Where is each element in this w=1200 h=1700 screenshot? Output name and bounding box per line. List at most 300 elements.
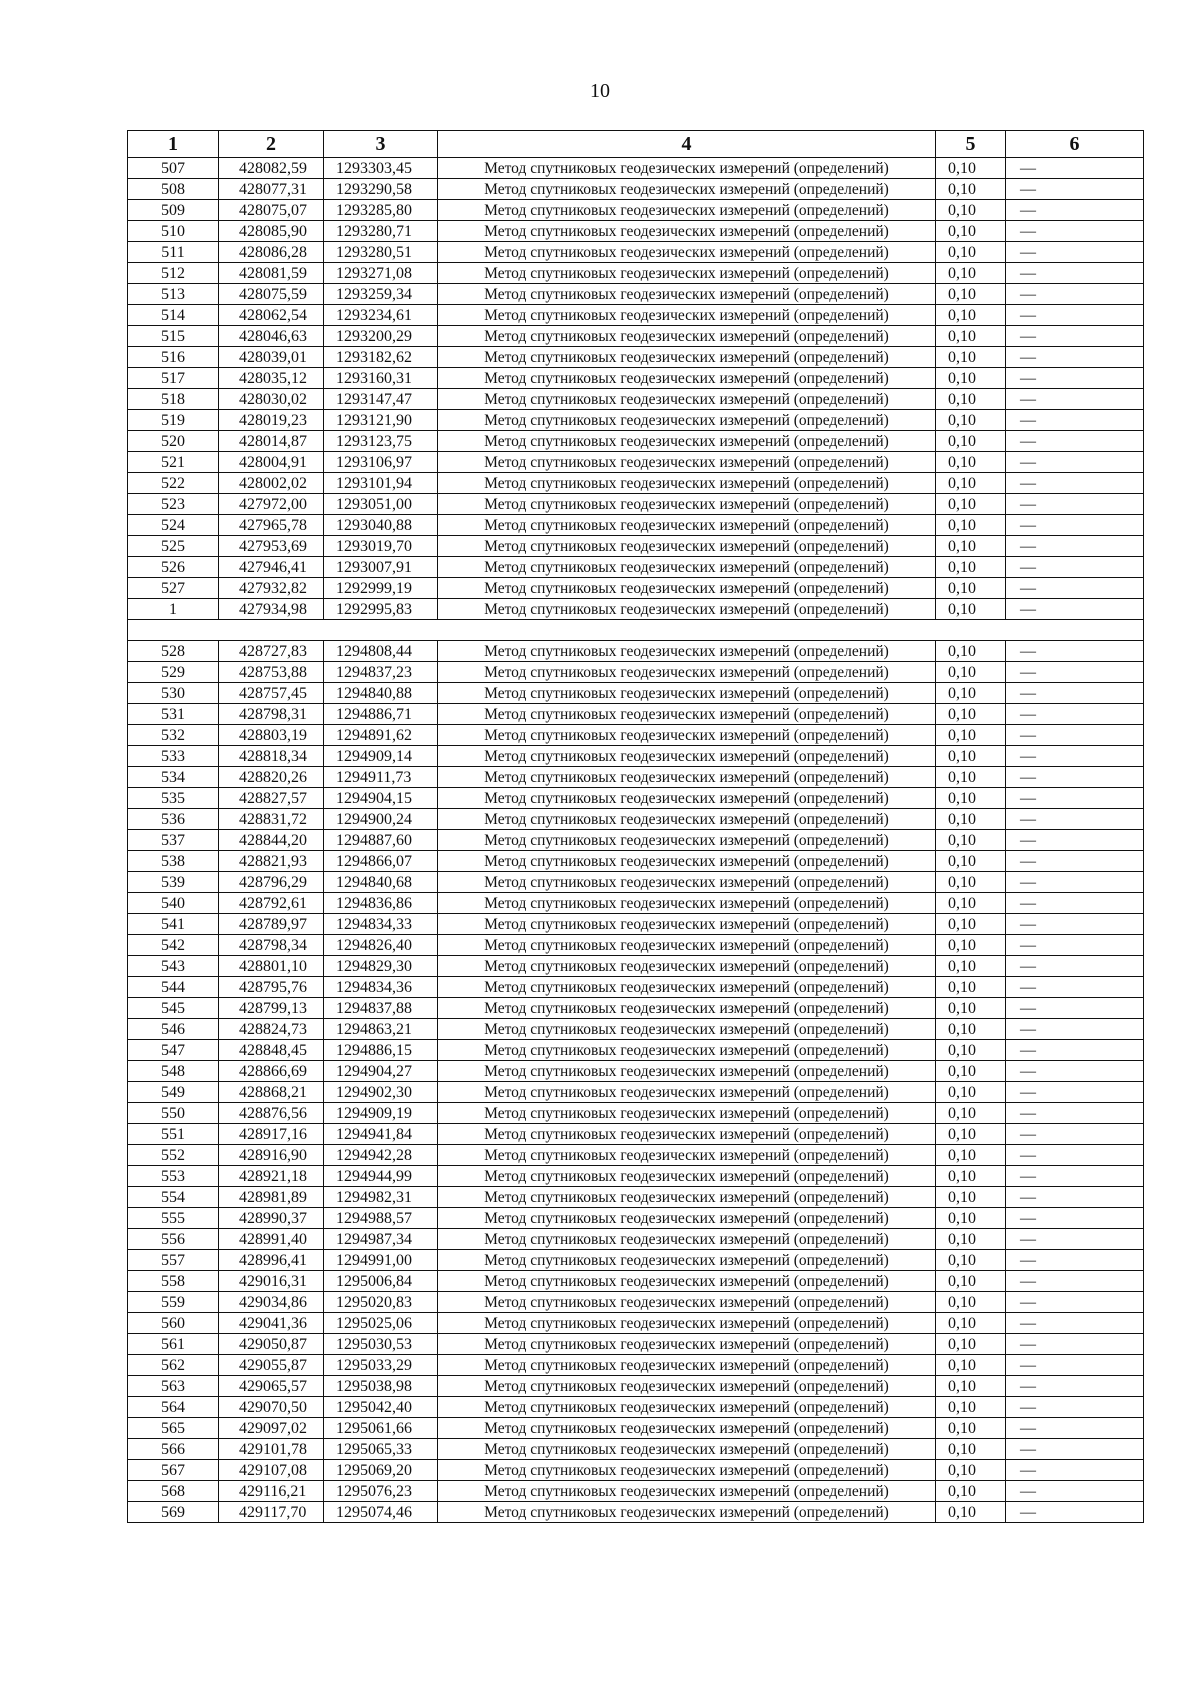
note-cell: —	[1006, 1271, 1144, 1292]
y-coordinate-cell: 1295069,20	[324, 1460, 438, 1481]
y-coordinate-cell: 1294942,28	[324, 1145, 438, 1166]
point-number-cell: 1	[128, 599, 219, 620]
note-cell: —	[1006, 1481, 1144, 1502]
accuracy-cell: 0,10	[936, 851, 1006, 872]
method-cell: Метод спутниковых геодезических измерений (определений)	[438, 662, 936, 683]
accuracy-cell: 0,10	[936, 872, 1006, 893]
header-col-5: 5	[936, 131, 1006, 158]
point-number-cell: 536	[128, 809, 219, 830]
x-coordinate-cell: 428990,37	[219, 1208, 324, 1229]
point-number-cell: 507	[128, 158, 219, 179]
note-cell: —	[1006, 326, 1144, 347]
point-number-cell: 539	[128, 872, 219, 893]
note-cell: —	[1006, 1061, 1144, 1082]
table-row	[128, 494, 1144, 515]
note-cell: —	[1006, 1418, 1144, 1439]
method-cell: Метод спутниковых геодезических измерений (определений)	[438, 1208, 936, 1229]
y-coordinate-cell: 1293280,51	[324, 242, 438, 263]
method-cell: Метод спутниковых геодезических измерений (определений)	[438, 1124, 936, 1145]
y-coordinate-cell: 1295074,46	[324, 1502, 438, 1523]
y-coordinate-cell: 1295025,06	[324, 1313, 438, 1334]
note-cell: —	[1006, 872, 1144, 893]
table-row	[128, 158, 1144, 179]
method-cell: Метод спутниковых геодезических измерений (определений)	[438, 599, 936, 620]
x-coordinate-cell: 428996,41	[219, 1250, 324, 1271]
table-row	[128, 536, 1144, 557]
x-coordinate-cell: 427934,98	[219, 599, 324, 620]
table-row	[128, 914, 1144, 935]
table-row	[128, 578, 1144, 599]
accuracy-cell: 0,10	[936, 1376, 1006, 1397]
method-cell: Метод спутниковых геодезических измерений (определений)	[438, 1145, 936, 1166]
x-coordinate-cell: 428035,12	[219, 368, 324, 389]
x-coordinate-cell: 429097,02	[219, 1418, 324, 1439]
point-number-cell: 511	[128, 242, 219, 263]
point-number-cell: 515	[128, 326, 219, 347]
accuracy-cell: 0,10	[936, 788, 1006, 809]
y-coordinate-cell: 1293290,58	[324, 179, 438, 200]
note-cell: —	[1006, 389, 1144, 410]
table-row	[128, 1439, 1144, 1460]
accuracy-cell: 0,10	[936, 1040, 1006, 1061]
x-coordinate-cell: 428818,34	[219, 746, 324, 767]
y-coordinate-cell: 1293234,61	[324, 305, 438, 326]
accuracy-cell: 0,10	[936, 746, 1006, 767]
x-coordinate-cell: 428820,26	[219, 767, 324, 788]
accuracy-cell: 0,10	[936, 1061, 1006, 1082]
method-cell: Метод спутниковых геодезических измерений (определений)	[438, 1439, 936, 1460]
y-coordinate-cell: 1293121,90	[324, 410, 438, 431]
accuracy-cell: 0,10	[936, 263, 1006, 284]
point-number-cell: 546	[128, 1019, 219, 1040]
point-number-cell: 519	[128, 410, 219, 431]
y-coordinate-cell: 1294834,33	[324, 914, 438, 935]
point-number-cell: 563	[128, 1376, 219, 1397]
point-number-cell: 529	[128, 662, 219, 683]
table-row	[128, 935, 1144, 956]
accuracy-cell: 0,10	[936, 1334, 1006, 1355]
table-row	[128, 1502, 1144, 1523]
x-coordinate-cell: 429070,50	[219, 1397, 324, 1418]
point-number-cell: 569	[128, 1502, 219, 1523]
accuracy-cell: 0,10	[936, 956, 1006, 977]
accuracy-cell: 0,10	[936, 179, 1006, 200]
x-coordinate-cell: 429107,08	[219, 1460, 324, 1481]
table-row	[128, 1082, 1144, 1103]
method-cell: Метод спутниковых геодезических измерений (определений)	[438, 914, 936, 935]
note-cell: —	[1006, 1313, 1144, 1334]
y-coordinate-cell: 1294941,84	[324, 1124, 438, 1145]
point-number-cell: 557	[128, 1250, 219, 1271]
note-cell: —	[1006, 641, 1144, 662]
accuracy-cell: 0,10	[936, 368, 1006, 389]
note-cell: —	[1006, 158, 1144, 179]
x-coordinate-cell: 428039,01	[219, 347, 324, 368]
point-number-cell: 516	[128, 347, 219, 368]
accuracy-cell: 0,10	[936, 1124, 1006, 1145]
note-cell: —	[1006, 599, 1144, 620]
x-coordinate-cell: 428831,72	[219, 809, 324, 830]
y-coordinate-cell: 1294863,21	[324, 1019, 438, 1040]
x-coordinate-cell: 428848,45	[219, 1040, 324, 1061]
table-row	[128, 284, 1144, 305]
x-coordinate-cell: 428046,63	[219, 326, 324, 347]
y-coordinate-cell: 1295061,66	[324, 1418, 438, 1439]
x-coordinate-cell: 427965,78	[219, 515, 324, 536]
x-coordinate-cell: 427953,69	[219, 536, 324, 557]
point-number-cell: 517	[128, 368, 219, 389]
point-number-cell: 550	[128, 1103, 219, 1124]
accuracy-cell: 0,10	[936, 1208, 1006, 1229]
table-row	[128, 704, 1144, 725]
table-row	[128, 1187, 1144, 1208]
method-cell: Метод спутниковых геодезических измерений (определений)	[438, 557, 936, 578]
point-number-cell: 509	[128, 200, 219, 221]
group-separator-row	[128, 620, 1144, 641]
table-row	[128, 683, 1144, 704]
accuracy-cell: 0,10	[936, 1460, 1006, 1481]
method-cell: Метод спутниковых геодезических измерений (определений)	[438, 1166, 936, 1187]
y-coordinate-cell: 1294829,30	[324, 956, 438, 977]
x-coordinate-cell: 428014,87	[219, 431, 324, 452]
table-row	[128, 515, 1144, 536]
y-coordinate-cell: 1295076,23	[324, 1481, 438, 1502]
method-cell: Метод спутниковых геодезических измерений (определений)	[438, 1292, 936, 1313]
note-cell: —	[1006, 704, 1144, 725]
note-cell: —	[1006, 977, 1144, 998]
method-cell: Метод спутниковых геодезических измерений (определений)	[438, 1397, 936, 1418]
coordinates-table	[127, 130, 1144, 1523]
method-cell: Метод спутниковых геодезических измерений (определений)	[438, 851, 936, 872]
note-cell: —	[1006, 746, 1144, 767]
table-row	[128, 1271, 1144, 1292]
table-row	[128, 179, 1144, 200]
method-cell: Метод спутниковых геодезических измерений (определений)	[438, 977, 936, 998]
point-number-cell: 555	[128, 1208, 219, 1229]
method-cell: Метод спутниковых геодезических измерений (определений)	[438, 494, 936, 515]
y-coordinate-cell: 1294840,88	[324, 683, 438, 704]
x-coordinate-cell: 429065,57	[219, 1376, 324, 1397]
point-number-cell: 545	[128, 998, 219, 1019]
y-coordinate-cell: 1293182,62	[324, 347, 438, 368]
method-cell: Метод спутниковых геодезических измерений (определений)	[438, 893, 936, 914]
table-row	[128, 1355, 1144, 1376]
note-cell: —	[1006, 305, 1144, 326]
x-coordinate-cell: 428844,20	[219, 830, 324, 851]
y-coordinate-cell: 1293051,00	[324, 494, 438, 515]
point-number-cell: 508	[128, 179, 219, 200]
note-cell: —	[1006, 347, 1144, 368]
point-number-cell: 520	[128, 431, 219, 452]
x-coordinate-cell: 429034,86	[219, 1292, 324, 1313]
y-coordinate-cell: 1294826,40	[324, 935, 438, 956]
method-cell: Метод спутниковых геодезических измерений (определений)	[438, 179, 936, 200]
point-number-cell: 541	[128, 914, 219, 935]
note-cell: —	[1006, 1145, 1144, 1166]
point-number-cell: 524	[128, 515, 219, 536]
note-cell: —	[1006, 788, 1144, 809]
y-coordinate-cell: 1293147,47	[324, 389, 438, 410]
x-coordinate-cell: 428792,61	[219, 893, 324, 914]
y-coordinate-cell: 1294837,23	[324, 662, 438, 683]
x-coordinate-cell: 428917,16	[219, 1124, 324, 1145]
accuracy-cell: 0,10	[936, 1481, 1006, 1502]
table-row	[128, 1292, 1144, 1313]
note-cell: —	[1006, 662, 1144, 683]
note-cell: —	[1006, 830, 1144, 851]
accuracy-cell: 0,10	[936, 410, 1006, 431]
note-cell: —	[1006, 494, 1144, 515]
table-row	[128, 410, 1144, 431]
x-coordinate-cell: 428795,76	[219, 977, 324, 998]
x-coordinate-cell: 428085,90	[219, 221, 324, 242]
accuracy-cell: 0,10	[936, 641, 1006, 662]
y-coordinate-cell: 1294911,73	[324, 767, 438, 788]
method-cell: Метод спутниковых геодезических измерений (определений)	[438, 284, 936, 305]
method-cell: Метод спутниковых геодезических измерений (определений)	[438, 368, 936, 389]
point-number-cell: 560	[128, 1313, 219, 1334]
x-coordinate-cell: 429050,87	[219, 1334, 324, 1355]
method-cell: Метод спутниковых геодезических измерений (определений)	[438, 956, 936, 977]
table-row	[128, 956, 1144, 977]
note-cell: —	[1006, 1397, 1144, 1418]
accuracy-cell: 0,10	[936, 305, 1006, 326]
y-coordinate-cell: 1294987,34	[324, 1229, 438, 1250]
table-row	[128, 326, 1144, 347]
y-coordinate-cell: 1294886,71	[324, 704, 438, 725]
accuracy-cell: 0,10	[936, 683, 1006, 704]
x-coordinate-cell: 429016,31	[219, 1271, 324, 1292]
method-cell: Метод спутниковых геодезических измерений (определений)	[438, 641, 936, 662]
method-cell: Метод спутниковых геодезических измерений (определений)	[438, 1481, 936, 1502]
note-cell: —	[1006, 473, 1144, 494]
table-row	[128, 1250, 1144, 1271]
point-number-cell: 518	[128, 389, 219, 410]
x-coordinate-cell: 428876,56	[219, 1103, 324, 1124]
method-cell: Метод спутниковых геодезических измерений (определений)	[438, 431, 936, 452]
point-number-cell: 561	[128, 1334, 219, 1355]
table-header-row	[128, 131, 1144, 158]
x-coordinate-cell: 428827,57	[219, 788, 324, 809]
method-cell: Метод спутниковых геодезических измерений (определений)	[438, 998, 936, 1019]
accuracy-cell: 0,10	[936, 1019, 1006, 1040]
y-coordinate-cell: 1294902,30	[324, 1082, 438, 1103]
table-row	[128, 977, 1144, 998]
table-row	[128, 368, 1144, 389]
note-cell: —	[1006, 767, 1144, 788]
method-cell: Метод спутниковых геодезических измерений (определений)	[438, 1061, 936, 1082]
note-cell: —	[1006, 242, 1144, 263]
method-cell: Метод спутниковых геодезических измерений (определений)	[438, 1355, 936, 1376]
y-coordinate-cell: 1294840,68	[324, 872, 438, 893]
method-cell: Метод спутниковых геодезических измерений (определений)	[438, 872, 936, 893]
point-number-cell: 547	[128, 1040, 219, 1061]
note-cell: —	[1006, 1502, 1144, 1523]
x-coordinate-cell: 428803,19	[219, 725, 324, 746]
y-coordinate-cell: 1293200,29	[324, 326, 438, 347]
table-row	[128, 221, 1144, 242]
table-row	[128, 1166, 1144, 1187]
x-coordinate-cell: 428002,02	[219, 473, 324, 494]
x-coordinate-cell: 428075,59	[219, 284, 324, 305]
note-cell: —	[1006, 410, 1144, 431]
note-cell: —	[1006, 179, 1144, 200]
method-cell: Метод спутниковых геодезических измерений (определений)	[438, 200, 936, 221]
x-coordinate-cell: 428075,07	[219, 200, 324, 221]
accuracy-cell: 0,10	[936, 1292, 1006, 1313]
point-number-cell: 566	[128, 1439, 219, 1460]
accuracy-cell: 0,10	[936, 1187, 1006, 1208]
accuracy-cell: 0,10	[936, 452, 1006, 473]
note-cell: —	[1006, 1124, 1144, 1145]
accuracy-cell: 0,10	[936, 221, 1006, 242]
point-number-cell: 543	[128, 956, 219, 977]
accuracy-cell: 0,10	[936, 809, 1006, 830]
point-number-cell: 535	[128, 788, 219, 809]
point-number-cell: 562	[128, 1355, 219, 1376]
table-row	[128, 1481, 1144, 1502]
accuracy-cell: 0,10	[936, 998, 1006, 1019]
note-cell: —	[1006, 683, 1144, 704]
note-cell: —	[1006, 1439, 1144, 1460]
x-coordinate-cell: 428981,89	[219, 1187, 324, 1208]
method-cell: Метод спутниковых геодезических измерений (определений)	[438, 1271, 936, 1292]
point-number-cell: 512	[128, 263, 219, 284]
table-row	[128, 1061, 1144, 1082]
table-row	[128, 347, 1144, 368]
x-coordinate-cell: 428062,54	[219, 305, 324, 326]
y-coordinate-cell: 1295006,84	[324, 1271, 438, 1292]
y-coordinate-cell: 1294991,00	[324, 1250, 438, 1271]
accuracy-cell: 0,10	[936, 1502, 1006, 1523]
method-cell: Метод спутниковых геодезических измерений (определений)	[438, 746, 936, 767]
method-cell: Метод спутниковых геодезических измерений (определений)	[438, 1250, 936, 1271]
x-coordinate-cell: 428991,40	[219, 1229, 324, 1250]
point-number-cell: 528	[128, 641, 219, 662]
note-cell: —	[1006, 578, 1144, 599]
accuracy-cell: 0,10	[936, 326, 1006, 347]
x-coordinate-cell: 428077,31	[219, 179, 324, 200]
method-cell: Метод спутниковых геодезических измерений (определений)	[438, 389, 936, 410]
y-coordinate-cell: 1295042,40	[324, 1397, 438, 1418]
x-coordinate-cell: 428798,34	[219, 935, 324, 956]
y-coordinate-cell: 1295065,33	[324, 1439, 438, 1460]
accuracy-cell: 0,10	[936, 1250, 1006, 1271]
y-coordinate-cell: 1293007,91	[324, 557, 438, 578]
x-coordinate-cell: 428866,69	[219, 1061, 324, 1082]
table-row	[128, 263, 1144, 284]
x-coordinate-cell: 428019,23	[219, 410, 324, 431]
accuracy-cell: 0,10	[936, 935, 1006, 956]
method-cell: Метод спутниковых геодезических измерений (определений)	[438, 263, 936, 284]
point-number-cell: 525	[128, 536, 219, 557]
x-coordinate-cell: 428824,73	[219, 1019, 324, 1040]
y-coordinate-cell: 1293285,80	[324, 200, 438, 221]
note-cell: —	[1006, 557, 1144, 578]
y-coordinate-cell: 1294887,60	[324, 830, 438, 851]
accuracy-cell: 0,10	[936, 725, 1006, 746]
accuracy-cell: 0,10	[936, 1397, 1006, 1418]
y-coordinate-cell: 1294900,24	[324, 809, 438, 830]
accuracy-cell: 0,10	[936, 1313, 1006, 1334]
y-coordinate-cell: 1293303,45	[324, 158, 438, 179]
table-row	[128, 830, 1144, 851]
x-coordinate-cell: 429116,21	[219, 1481, 324, 1502]
method-cell: Метод спутниковых геодезических измерений (определений)	[438, 1019, 936, 1040]
point-number-cell: 558	[128, 1271, 219, 1292]
note-cell: —	[1006, 1040, 1144, 1061]
accuracy-cell: 0,10	[936, 1355, 1006, 1376]
note-cell: —	[1006, 1292, 1144, 1313]
x-coordinate-cell: 428798,31	[219, 704, 324, 725]
point-number-cell: 568	[128, 1481, 219, 1502]
table-row	[128, 1103, 1144, 1124]
x-coordinate-cell: 427932,82	[219, 578, 324, 599]
accuracy-cell: 0,10	[936, 1418, 1006, 1439]
y-coordinate-cell: 1295033,29	[324, 1355, 438, 1376]
point-number-cell: 565	[128, 1418, 219, 1439]
note-cell: —	[1006, 368, 1144, 389]
y-coordinate-cell: 1293106,97	[324, 452, 438, 473]
note-cell: —	[1006, 1355, 1144, 1376]
table-row	[128, 200, 1144, 221]
accuracy-cell: 0,10	[936, 1166, 1006, 1187]
method-cell: Метод спутниковых геодезических измерений (определений)	[438, 1040, 936, 1061]
note-cell: —	[1006, 1187, 1144, 1208]
note-cell: —	[1006, 284, 1144, 305]
method-cell: Метод спутниковых геодезических измерений (определений)	[438, 221, 936, 242]
point-number-cell: 542	[128, 935, 219, 956]
note-cell: —	[1006, 725, 1144, 746]
table-row	[128, 452, 1144, 473]
method-cell: Метод спутниковых геодезических измерений (определений)	[438, 725, 936, 746]
method-cell: Метод спутниковых геодезических измерений (определений)	[438, 830, 936, 851]
y-coordinate-cell: 1293123,75	[324, 431, 438, 452]
x-coordinate-cell: 427972,00	[219, 494, 324, 515]
y-coordinate-cell: 1294837,88	[324, 998, 438, 1019]
point-number-cell: 540	[128, 893, 219, 914]
y-coordinate-cell: 1294808,44	[324, 641, 438, 662]
accuracy-cell: 0,10	[936, 158, 1006, 179]
accuracy-cell: 0,10	[936, 977, 1006, 998]
method-cell: Метод спутниковых геодезических измерений (определений)	[438, 326, 936, 347]
x-coordinate-cell: 428796,29	[219, 872, 324, 893]
x-coordinate-cell: 428916,90	[219, 1145, 324, 1166]
x-coordinate-cell: 428821,93	[219, 851, 324, 872]
y-coordinate-cell: 1295020,83	[324, 1292, 438, 1313]
point-number-cell: 526	[128, 557, 219, 578]
point-number-cell: 548	[128, 1061, 219, 1082]
note-cell: —	[1006, 431, 1144, 452]
point-number-cell: 538	[128, 851, 219, 872]
note-cell: —	[1006, 1334, 1144, 1355]
point-number-cell: 556	[128, 1229, 219, 1250]
table-row	[128, 998, 1144, 1019]
x-coordinate-cell: 428082,59	[219, 158, 324, 179]
accuracy-cell: 0,10	[936, 704, 1006, 725]
header-col-3: 3	[324, 131, 438, 158]
method-cell: Метод спутниковых геодезических измерений (определений)	[438, 1418, 936, 1439]
note-cell: —	[1006, 263, 1144, 284]
method-cell: Метод спутниковых геодезических измерений (определений)	[438, 1313, 936, 1334]
point-number-cell: 510	[128, 221, 219, 242]
header-col-2: 2	[219, 131, 324, 158]
x-coordinate-cell: 428921,18	[219, 1166, 324, 1187]
point-number-cell: 537	[128, 830, 219, 851]
method-cell: Метод спутниковых геодезических измерений (определений)	[438, 347, 936, 368]
x-coordinate-cell: 429117,70	[219, 1502, 324, 1523]
point-number-cell: 522	[128, 473, 219, 494]
